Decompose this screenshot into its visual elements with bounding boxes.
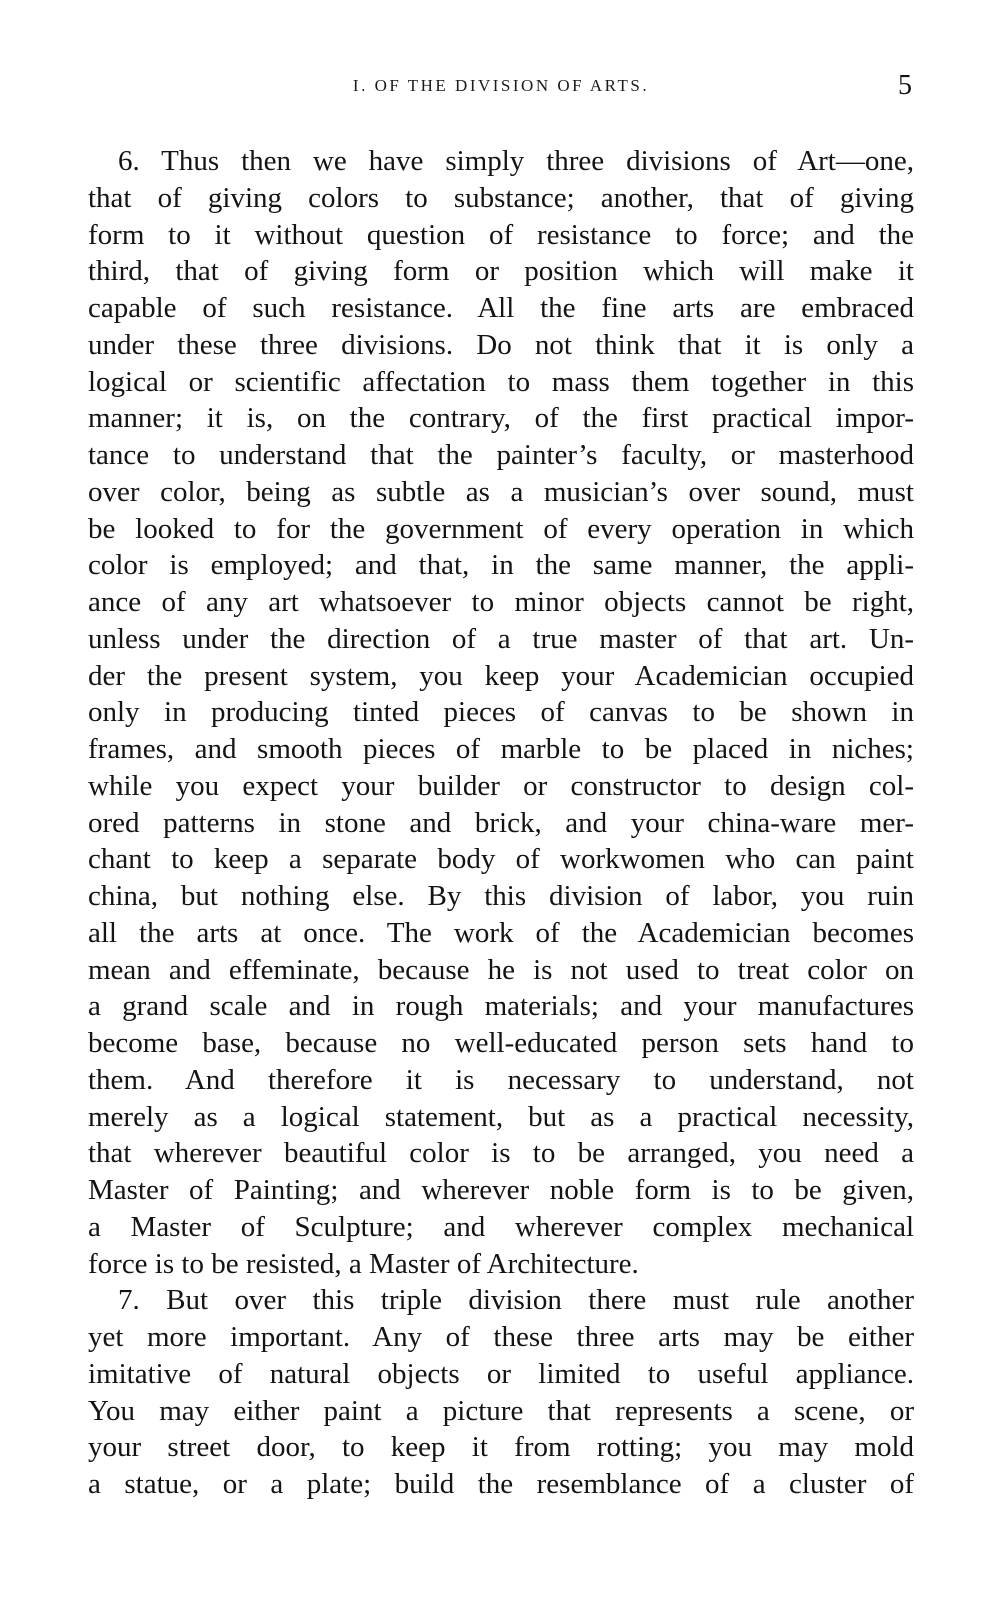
text-line: chant to keep a separate body of workwomen who can paint (88, 843, 914, 876)
text-line: unless under the direction of a true master of that art. Un- (88, 622, 914, 655)
text-line: while you expect your builder or constructor to design col- (88, 769, 914, 802)
text-line: your street door, to keep it from rotting; you may mold (88, 1431, 914, 1464)
text-line: a Master of Sculpture; and wherever complex mechanical (88, 1210, 914, 1243)
text-line: a grand scale and in rough materials; and your manufactures (88, 990, 914, 1023)
text-line: that of giving colors to substance; another, that of giving (88, 181, 914, 214)
text-line: imitative of natural objects or limited to useful appliance. (88, 1357, 914, 1390)
text-line: become base, because no well-educated person sets hand to (88, 1027, 914, 1059)
text-line: that wherever beautiful color is to be arranged, you need a (88, 1137, 914, 1170)
text-line: ored patterns in stone and brick, and your china-ware mer- (88, 806, 914, 839)
text-line: form to it without question of resistance to force; and the (88, 218, 914, 251)
text-line: capable of such resistance. All the fine arts are embraced (88, 292, 914, 324)
text-line: color is employed; and that, in the same manner, the appli- (88, 549, 914, 582)
text-line: You may either paint a picture that represents a scene, or (88, 1394, 914, 1427)
text-line: der the present system, you keep your Academician occupied (88, 659, 914, 692)
text-line: Master of Painting; and wherever noble form is to be given, (88, 1174, 914, 1206)
text-line: china, but nothing else. By this division of labor, you ruin (88, 880, 914, 912)
page-number: 5 (898, 70, 912, 101)
text-line: all the arts at once. The work of the Academician becomes (88, 916, 914, 949)
text-line: under these three divisions. Do not think that it is only a (88, 328, 914, 361)
text-line-paragraph-6-end: force is to be resisted, a Master of Architecture. (88, 1247, 639, 1280)
text-line: ance of any art whatsoever to minor objects cannot be right, (88, 586, 914, 618)
text-line: be looked to for the government of every operation in which (88, 512, 914, 545)
text-line: them. And therefore it is necessary to understand, not (88, 1063, 914, 1096)
text-line: logical or scientific affectation to mass them together in this (88, 365, 914, 398)
running-title: I. OF THE DIVISION OF ARTS. (352, 76, 650, 95)
text-line: tance to understand that the painter’s faculty, or masterhood (88, 439, 914, 471)
text-line: manner; it is, on the contrary, of the first practical impor- (88, 402, 914, 435)
text-line: frames, and smooth pieces of marble to be placed in niches; (88, 733, 914, 765)
text-line: a statue, or a plate; build the resemblance of a cluster of (88, 1468, 914, 1500)
text-line: yet more important. Any of these three arts may be either (88, 1321, 914, 1353)
text-line: third, that of giving form or position which will make it (88, 255, 914, 288)
text-line-paragraph-6-start: 6. Thus then we have simply three divisions of Art—one, (118, 145, 914, 177)
text-line: over color, being as subtle as a musician’s over sound, must (88, 475, 914, 508)
body-text (88, 143, 914, 1503)
text-line: merely as a logical statement, but as a practical necessity, (88, 1100, 914, 1133)
text-line: only in producing tinted pieces of canvas to be shown in (88, 696, 914, 729)
text-line-paragraph-7-start: 7. But over this triple division there must rule another (118, 1284, 914, 1317)
running-head (88, 72, 914, 102)
text-line: mean and effeminate, because he is not used to treat color on (88, 953, 914, 986)
